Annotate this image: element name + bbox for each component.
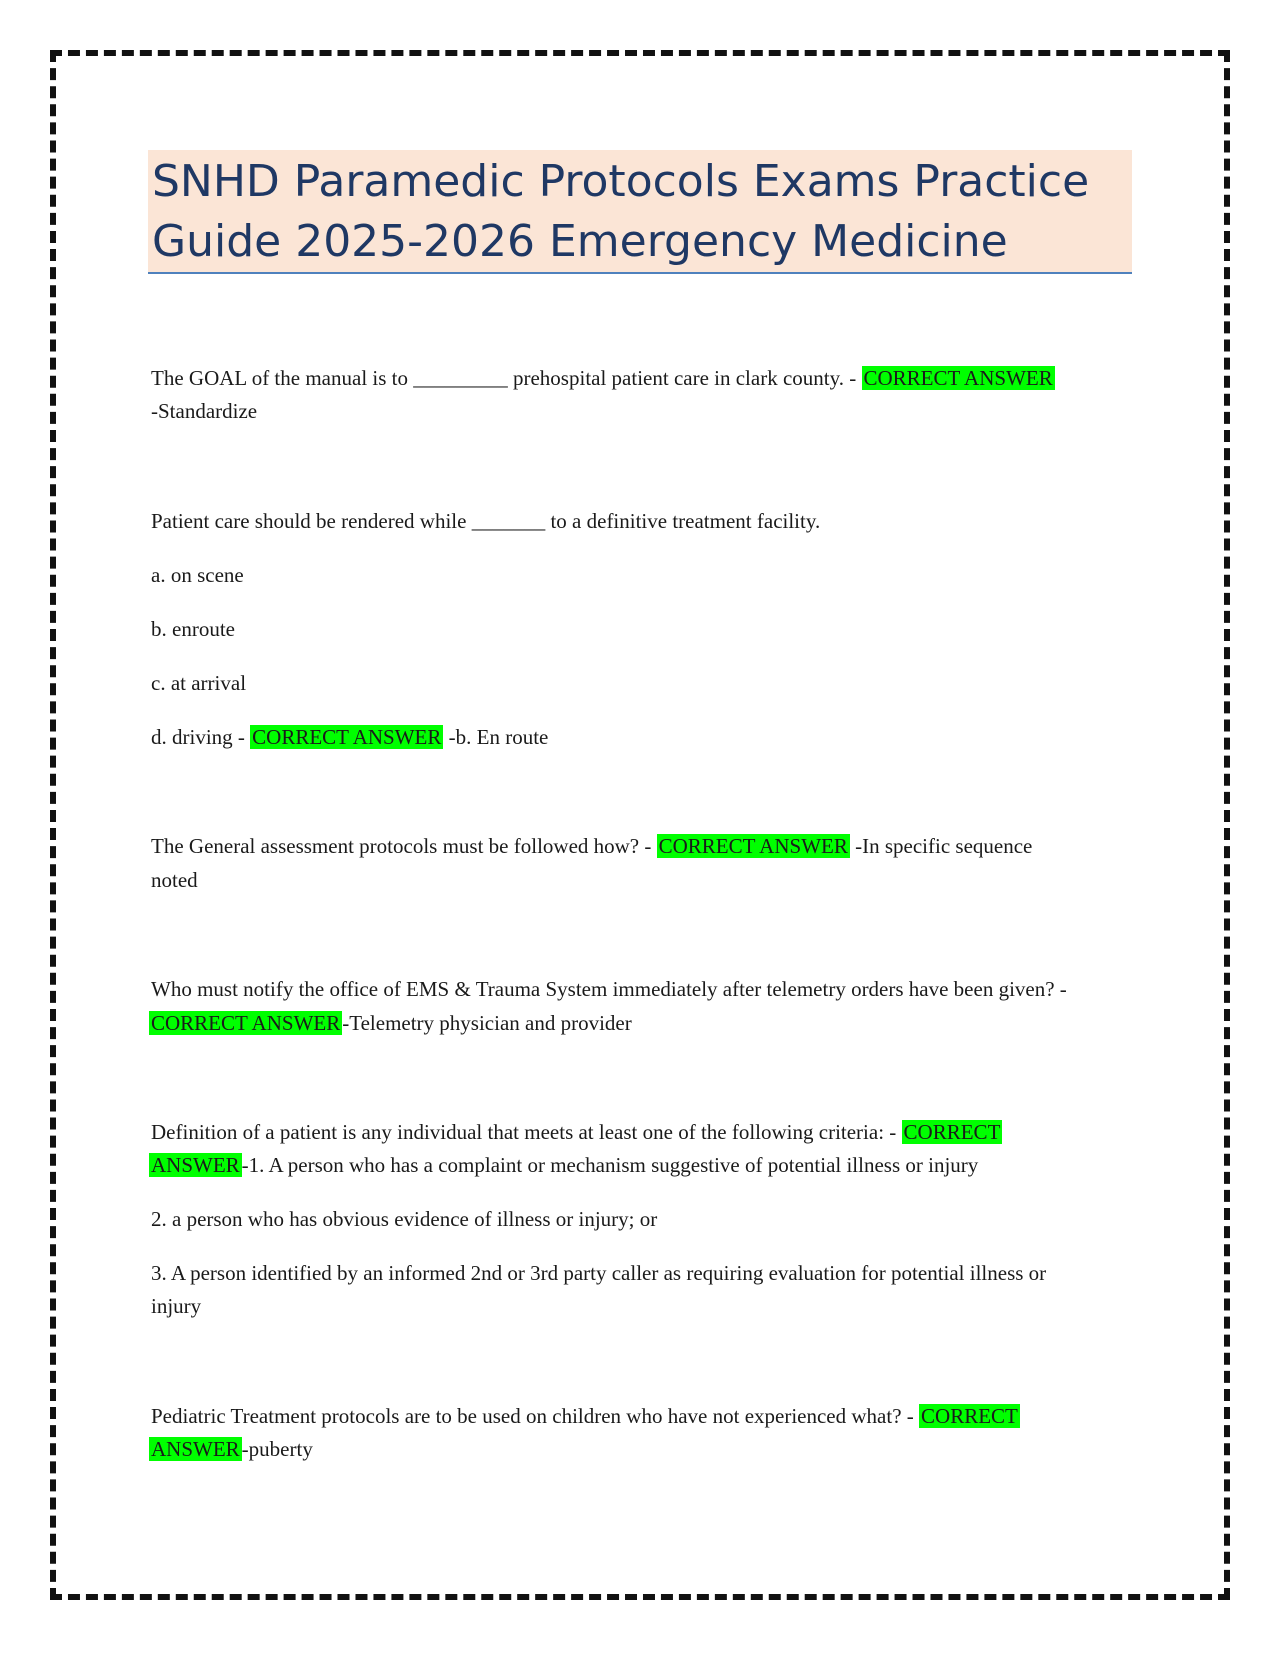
question-text: The GOAL of the manual is to _________ prehospital patient care in clark county. - xyxy=(151,366,857,390)
question-text: Pediatric Treatment protocols are to be used on children who have not experienced what? - xyxy=(151,1404,914,1428)
answer-text: -1. A person who has a complaint or mechanism suggestive of potential illness or injury xyxy=(241,1153,979,1177)
criteria-item-3 xyxy=(151,1257,1046,1289)
answer-3 xyxy=(151,864,198,896)
title-line-1: SNHD Paramedic Protocols Exams Practice xyxy=(152,156,1090,207)
option-text: b. enroute xyxy=(151,617,235,641)
question-3 xyxy=(151,830,1032,862)
correct-answer-tag: CORRECT ANSWER xyxy=(658,834,848,858)
answer-text: 3. A person identified by an informed 2nd or 3rd party caller as requiring evaluation for potential illness or xyxy=(151,1261,1047,1285)
option-c xyxy=(151,667,246,699)
correct-answer-tag: CORRECT xyxy=(921,1404,1018,1428)
correct-answer-tag: CORRECT xyxy=(903,1120,1001,1144)
question-text: Definition of a patient is any individual that meets at least one of the following criteria: - xyxy=(151,1120,897,1144)
question-4 xyxy=(151,973,1067,1005)
answer-text: -puberty xyxy=(241,1437,313,1461)
correct-answer-tag: ANSWER xyxy=(151,1437,240,1461)
question-5 xyxy=(151,1116,1002,1148)
question-text: Who must notify the office of EMS & Trauma System immediately after telemetry orders have been given? - xyxy=(151,977,1067,1001)
correct-answer-tag: CORRECT ANSWER xyxy=(151,1011,341,1035)
correct-answer-tag: CORRECT ANSWER xyxy=(252,725,442,749)
question-text: Patient care should be rendered while _______ to a definitive treatment facility. xyxy=(151,509,821,533)
criteria-item-2 xyxy=(151,1203,657,1235)
answer-text: injury xyxy=(151,1294,202,1318)
page-border xyxy=(50,50,1230,1600)
option-a xyxy=(151,559,244,591)
option-text: c. at arrival xyxy=(151,671,247,695)
option-b xyxy=(151,613,235,645)
answer-5 xyxy=(151,1149,978,1181)
option-text: d. driving - xyxy=(151,725,245,749)
question-1 xyxy=(151,362,1055,394)
criteria-item-3-cont xyxy=(151,1290,201,1322)
answer-text: -b. En route xyxy=(448,725,549,749)
answer-6 xyxy=(151,1433,313,1465)
option-d xyxy=(151,721,548,753)
answer-4 xyxy=(151,1007,632,1039)
answer-text: -Telemetry physician and provider xyxy=(342,1011,632,1035)
question-text: The General assessment protocols must be followed how? - xyxy=(151,834,652,858)
answer-text: -In specific sequence xyxy=(855,834,1033,858)
correct-answer-tag: CORRECT ANSWER xyxy=(863,366,1053,390)
question-2 xyxy=(151,505,820,537)
answer-1 xyxy=(151,395,257,427)
option-text: a. on scene xyxy=(151,563,244,587)
answer-text: noted xyxy=(151,868,198,892)
document-title xyxy=(148,150,1132,274)
question-6 xyxy=(151,1400,1020,1432)
answer-text: -Standardize xyxy=(151,399,258,423)
correct-answer-tag: ANSWER xyxy=(151,1153,240,1177)
answer-text: 2. a person who has obvious evidence of illness or injury; or xyxy=(151,1207,658,1231)
title-line-2: Guide 2025-2026 Emergency Medicine xyxy=(152,216,1008,267)
